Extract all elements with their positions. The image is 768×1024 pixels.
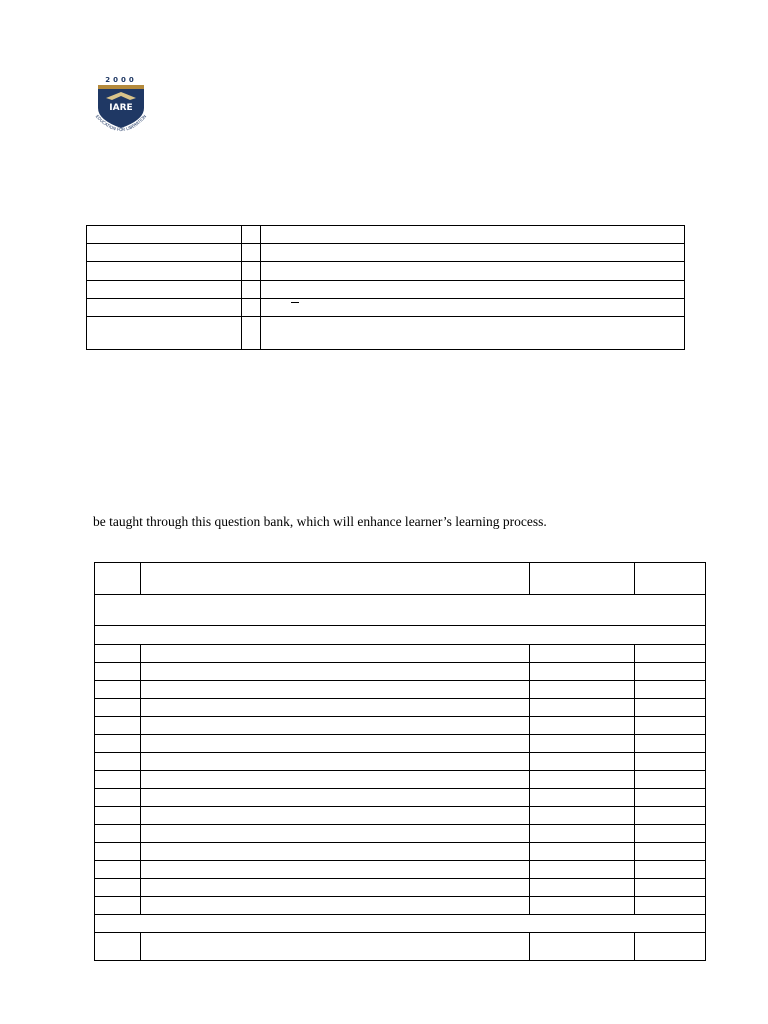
details-separator-cell bbox=[242, 281, 261, 299]
question-cell bbox=[141, 933, 530, 961]
level-cell bbox=[530, 879, 635, 897]
details-label-cell bbox=[87, 317, 242, 350]
details-label-cell bbox=[87, 226, 242, 244]
table-row bbox=[95, 897, 706, 915]
unit-title-cell bbox=[95, 595, 706, 626]
outcome-cell bbox=[635, 789, 706, 807]
number-cell bbox=[95, 879, 141, 897]
details-label-cell bbox=[87, 299, 242, 317]
outcome-cell bbox=[635, 771, 706, 789]
level-cell bbox=[530, 663, 635, 681]
outcome-cell bbox=[635, 897, 706, 915]
outcome-cell bbox=[635, 681, 706, 699]
outcome-cell bbox=[635, 825, 706, 843]
number-cell bbox=[95, 771, 141, 789]
number-cell bbox=[95, 807, 141, 825]
level-cell bbox=[530, 717, 635, 735]
institute-logo bbox=[90, 74, 152, 144]
details-row bbox=[87, 262, 685, 281]
question-cell bbox=[141, 843, 530, 861]
details-row bbox=[87, 226, 685, 244]
question-cell bbox=[141, 879, 530, 897]
outcome-cell bbox=[635, 807, 706, 825]
level-cell bbox=[530, 897, 635, 915]
outcome-cell bbox=[635, 645, 706, 663]
part-title-cell bbox=[95, 915, 706, 933]
level-cell bbox=[530, 825, 635, 843]
part-title-row bbox=[95, 626, 706, 645]
number-cell bbox=[95, 699, 141, 717]
table-row bbox=[95, 681, 706, 699]
table-row bbox=[95, 933, 706, 961]
level-cell bbox=[530, 753, 635, 771]
number-cell bbox=[95, 843, 141, 861]
question-cell bbox=[141, 735, 530, 753]
header-cell-question bbox=[141, 563, 530, 595]
table-row bbox=[95, 663, 706, 681]
logo-year: 2000 bbox=[105, 76, 137, 84]
part-title-row bbox=[95, 915, 706, 933]
outcome-cell bbox=[635, 843, 706, 861]
details-value-cell bbox=[261, 244, 685, 262]
outcome-cell bbox=[635, 699, 706, 717]
details-value-cell bbox=[261, 299, 685, 317]
course-details-table bbox=[86, 225, 685, 350]
question-cell bbox=[141, 663, 530, 681]
question-cell bbox=[141, 771, 530, 789]
table-row bbox=[95, 861, 706, 879]
table-row bbox=[95, 807, 706, 825]
table-row bbox=[95, 699, 706, 717]
level-cell bbox=[530, 789, 635, 807]
outcome-cell bbox=[635, 753, 706, 771]
question-cell bbox=[141, 717, 530, 735]
details-row bbox=[87, 281, 685, 299]
level-cell bbox=[530, 861, 635, 879]
details-separator-cell bbox=[242, 226, 261, 244]
outcome-cell bbox=[635, 861, 706, 879]
level-cell bbox=[530, 933, 635, 961]
logo-motto: EDUCATION FOR LIBERATION bbox=[94, 113, 148, 133]
details-label-cell bbox=[87, 281, 242, 299]
level-cell bbox=[530, 807, 635, 825]
level-cell bbox=[530, 843, 635, 861]
details-value-cell bbox=[261, 281, 685, 299]
level-cell bbox=[530, 771, 635, 789]
dash-mark bbox=[291, 302, 299, 303]
question-cell bbox=[141, 789, 530, 807]
outcome-cell bbox=[635, 933, 706, 961]
details-row bbox=[87, 317, 685, 350]
table-row bbox=[95, 771, 706, 789]
number-cell bbox=[95, 645, 141, 663]
level-cell bbox=[530, 645, 635, 663]
details-label-cell bbox=[87, 262, 242, 281]
header-cell-outcome bbox=[635, 563, 706, 595]
table-row bbox=[95, 789, 706, 807]
details-label-cell bbox=[87, 244, 242, 262]
details-separator-cell bbox=[242, 317, 261, 350]
details-value-cell bbox=[261, 262, 685, 281]
number-cell bbox=[95, 825, 141, 843]
question-cell bbox=[141, 753, 530, 771]
number-cell bbox=[95, 861, 141, 879]
outcome-cell bbox=[635, 717, 706, 735]
logo-name: IARE bbox=[109, 103, 133, 113]
header-cell-level bbox=[530, 563, 635, 595]
table-row bbox=[95, 843, 706, 861]
outcome-cell bbox=[635, 879, 706, 897]
details-separator-cell bbox=[242, 244, 261, 262]
number-cell bbox=[95, 735, 141, 753]
question-cell bbox=[141, 861, 530, 879]
table-row bbox=[95, 753, 706, 771]
question-cell bbox=[141, 681, 530, 699]
details-separator-cell bbox=[242, 262, 261, 281]
header-cell-number bbox=[95, 563, 141, 595]
number-cell bbox=[95, 717, 141, 735]
unit-title-row bbox=[95, 595, 706, 626]
level-cell bbox=[530, 735, 635, 753]
table-row bbox=[95, 825, 706, 843]
number-cell bbox=[95, 933, 141, 961]
details-value-cell bbox=[261, 317, 685, 350]
table-row bbox=[95, 717, 706, 735]
table-row bbox=[95, 645, 706, 663]
details-value-cell bbox=[261, 226, 685, 244]
question-cell bbox=[141, 825, 530, 843]
table-row bbox=[95, 879, 706, 897]
number-cell bbox=[95, 897, 141, 915]
part-title-cell bbox=[95, 626, 706, 645]
outcome-cell bbox=[635, 735, 706, 753]
details-row bbox=[87, 244, 685, 262]
intro-paragraph: be taught through this question bank, which will enhance learner’s learning process. bbox=[93, 514, 547, 529]
iare-emblem-icon bbox=[90, 74, 152, 144]
table-row bbox=[95, 735, 706, 753]
number-cell bbox=[95, 681, 141, 699]
question-cell bbox=[141, 897, 530, 915]
number-cell bbox=[95, 789, 141, 807]
details-row bbox=[87, 299, 685, 317]
question-bank-table bbox=[94, 562, 706, 961]
header-row bbox=[95, 563, 706, 595]
question-cell bbox=[141, 807, 530, 825]
question-cell bbox=[141, 699, 530, 717]
number-cell bbox=[95, 753, 141, 771]
number-cell bbox=[95, 663, 141, 681]
level-cell bbox=[530, 681, 635, 699]
details-separator-cell bbox=[242, 299, 261, 317]
level-cell bbox=[530, 699, 635, 717]
outcome-cell bbox=[635, 663, 706, 681]
question-cell bbox=[141, 645, 530, 663]
